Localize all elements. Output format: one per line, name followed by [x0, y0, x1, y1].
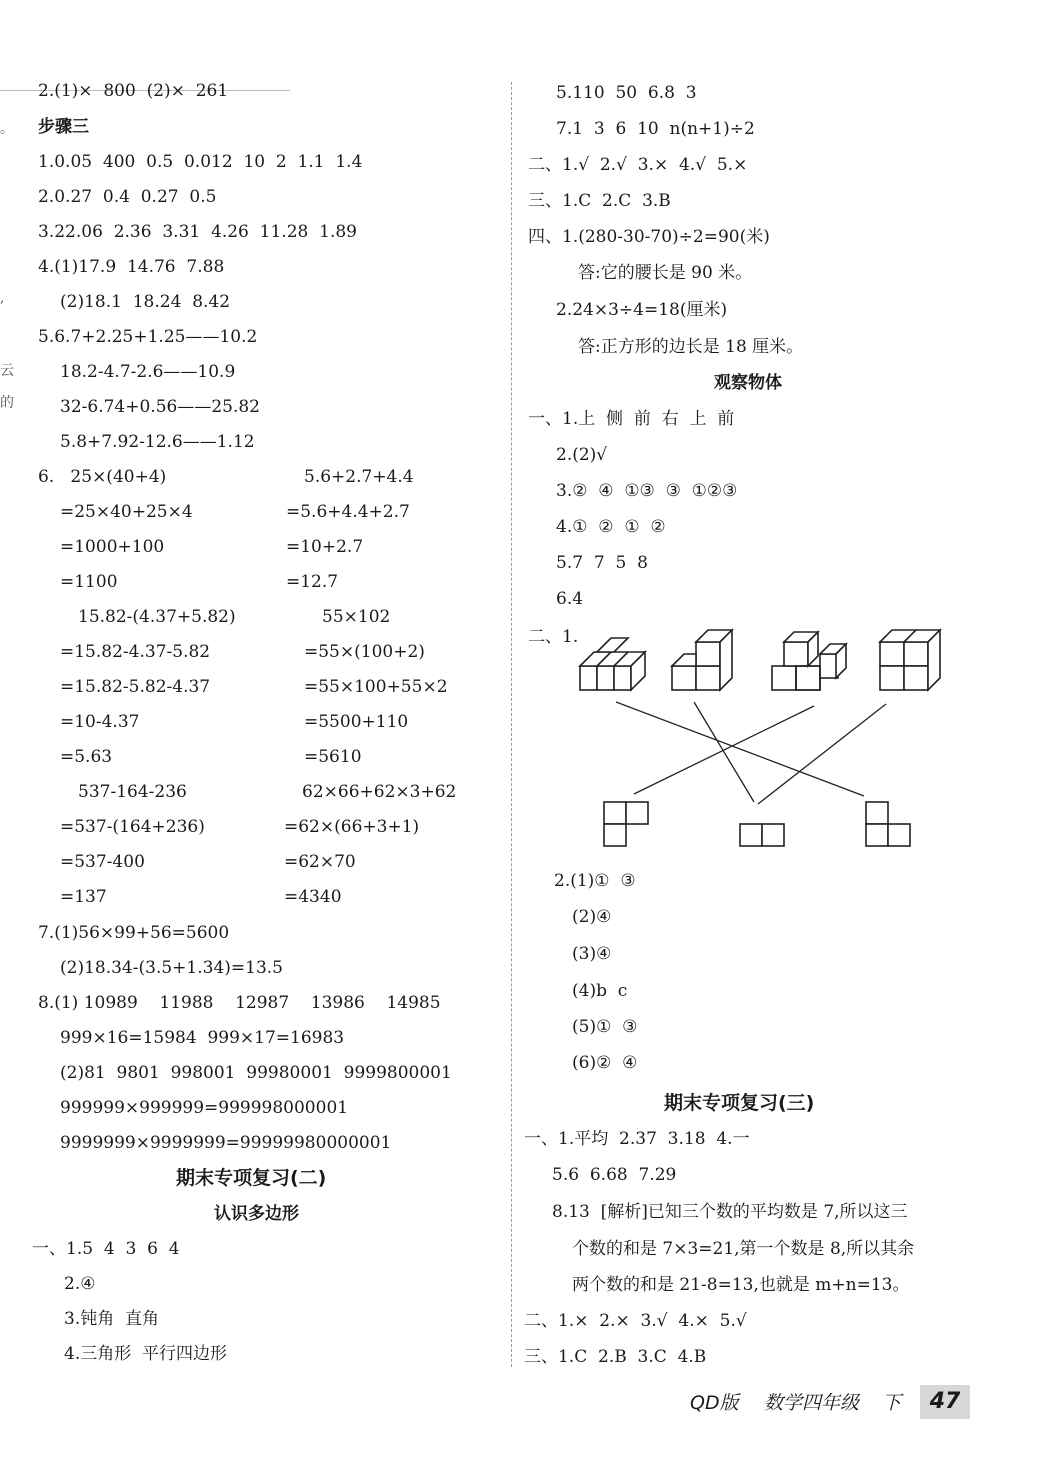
- answer-line: 4.① ② ① ②: [556, 517, 666, 537]
- edge-mark: ,: [0, 290, 5, 306]
- answer-line: =5500+110: [304, 712, 409, 732]
- answer-line: 5.6.7+2.25+1.25——10.2: [38, 327, 258, 347]
- answer-line: =55×(100+2): [304, 642, 425, 662]
- answer-line: 三、1.C 2.C 3.B: [528, 191, 671, 211]
- answer-line: 6.4: [556, 589, 584, 609]
- answer-line: 3.22.06 2.36 3.31 4.26 11.28 1.89: [38, 222, 357, 242]
- answer-line: 62×66+62×3+62: [302, 782, 457, 802]
- answer-line: (5)① ③: [572, 1017, 638, 1037]
- cube-figure-3: [772, 632, 846, 690]
- answer-line: (2)81 9801 998001 99980001 9999800001: [60, 1063, 452, 1083]
- answer-line: 答:正方形的边长是 18 厘米。: [578, 337, 804, 357]
- answer-line: 2.(2)√: [556, 445, 608, 465]
- footer-term: 下: [882, 1392, 902, 1414]
- answer-line: 999999×999999=999998000001: [60, 1098, 349, 1118]
- answer-line: 答:它的腰长是 90 米。: [578, 263, 753, 283]
- answer-line: 2.④: [64, 1274, 96, 1294]
- answer-line: 2.0.27 0.4 0.27 0.5: [38, 187, 217, 207]
- answer-line: =1100: [60, 572, 118, 592]
- answer-line: 55×102: [322, 607, 391, 627]
- answer-line: 999×16=15984 999×17=16983: [60, 1028, 345, 1048]
- answer-line: 二、1.× 2.× 3.√ 4.× 5.√: [524, 1311, 747, 1331]
- section-title: 期末专项复习(三): [664, 1092, 815, 1114]
- answer-line: 7.1 3 6 10 n(n+1)÷2: [556, 119, 755, 139]
- answer-line: 一、1.平均 2.37 3.18 4.一: [524, 1129, 750, 1149]
- answer-line: (6)② ④: [572, 1053, 638, 1073]
- answer-line: 四、1.(280-30-70)÷2=90(米): [528, 227, 770, 247]
- answer-line: 二、1.: [528, 627, 579, 647]
- answer-line: 4.三角形 平行四边形: [64, 1344, 228, 1364]
- answer-line: 18.2-4.7-2.6——10.9: [60, 362, 236, 382]
- answer-line: =15.82-5.82-4.37: [60, 677, 211, 697]
- answer-line: =10-4.37: [60, 712, 140, 732]
- matching-lines: [616, 702, 886, 804]
- answer-line: (3)④: [572, 944, 612, 964]
- view-figure-2: [740, 824, 784, 846]
- answer-line: 1.0.05 400 0.5 0.012 10 2 1.1 1.4: [38, 152, 363, 172]
- section-title: 期末专项复习(二): [176, 1167, 327, 1189]
- answer-line: =62×(66+3+1): [284, 817, 420, 837]
- section-heading: 步骤三: [38, 117, 89, 137]
- answer-line: 4.(1)17.9 14.76 7.88: [38, 257, 225, 277]
- answer-line: =537-400: [60, 852, 145, 872]
- answer-line: =5.63: [60, 747, 113, 767]
- answer-line: 537-164-236: [78, 782, 187, 802]
- answer-line: =12.7: [286, 572, 339, 592]
- answer-line: =137: [60, 887, 107, 907]
- answer-line: (4)b c: [572, 981, 628, 1001]
- answer-line: 8.13 [解析]已知三个数的平均数是 7,所以这三: [552, 1202, 908, 1222]
- answer-line: =4340: [284, 887, 342, 907]
- section-heading: 认识多边形: [214, 1204, 299, 1224]
- page-number: 47: [920, 1385, 970, 1419]
- answer-line: =62×70: [284, 852, 356, 872]
- answer-line: 5.6 6.68 7.29: [552, 1165, 677, 1185]
- answer-line: (2)18.34-(3.5+1.34)=13.5: [60, 958, 283, 978]
- answer-line: =537-(164+236): [60, 817, 205, 837]
- answer-line: 15.82-(4.37+5.82): [78, 607, 236, 627]
- edge-mark: 云: [0, 363, 14, 379]
- view-figure-3: [866, 802, 910, 846]
- section-heading: 观察物体: [714, 373, 782, 393]
- answer-line: 两个数的和是 21-8=13,也就是 m+n=13。: [572, 1275, 910, 1295]
- answer-line: 3.② ④ ①③ ③ ①②③: [556, 481, 738, 501]
- answer-line: 32-6.74+0.56——25.82: [60, 397, 260, 417]
- edge-mark: 的: [0, 395, 14, 411]
- answer-line: 2.(1)× 800 (2)× 261: [38, 81, 229, 101]
- footer-subject: 数学四年级: [764, 1392, 860, 1414]
- answer-line: =25×40+25×4: [60, 502, 193, 522]
- answer-line: 8.(1) 10989 11988 12987 13986 14985: [38, 993, 441, 1013]
- column-divider: [511, 82, 512, 1367]
- answer-line: 2.24×3÷4=18(厘米): [556, 300, 728, 320]
- answer-line: 二、1.√ 2.√ 3.× 4.√ 5.×: [528, 155, 748, 175]
- answer-line: 个数的和是 7×3=21,第一个数是 8,所以其余: [572, 1239, 915, 1259]
- answer-line: (2)18.1 18.24 8.42: [60, 292, 231, 312]
- cube-figure-4: [880, 630, 940, 690]
- answer-line: 5.7 7 5 8: [556, 553, 648, 573]
- answer-line: 7.(1)56×99+56=5600: [38, 923, 230, 943]
- answer-line: =5610: [304, 747, 362, 767]
- answer-line: =10+2.7: [286, 537, 364, 557]
- footer-edition: QD版: [690, 1392, 739, 1414]
- edge-mark: 。: [0, 121, 14, 137]
- answer-line: 2.(1)① ③: [554, 871, 636, 891]
- answer-line: 5.8+7.92-12.6——1.12: [60, 432, 255, 452]
- answer-line: 5.6+2.7+4.4: [304, 467, 414, 487]
- view-figure-1: [604, 802, 648, 846]
- answer-line: 9999999×9999999=99999980000001: [60, 1133, 392, 1153]
- cube-figure-2: [672, 630, 732, 690]
- answer-line: 5.110 50 6.8 3: [556, 83, 697, 103]
- answer-line: 6. 25×(40+4): [38, 467, 167, 487]
- answer-line: 一、1.5 4 3 6 4: [32, 1239, 180, 1259]
- answer-line: =5.6+4.4+2.7: [286, 502, 410, 522]
- answer-line: 3.钝角 直角: [64, 1309, 160, 1329]
- answer-line: =15.82-4.37-5.82: [60, 642, 211, 662]
- answer-line: =55×100+55×2: [304, 677, 448, 697]
- cube-figure-1: [580, 638, 645, 690]
- answer-line: 一、1.上 侧 前 右 上 前: [528, 409, 735, 429]
- answer-line: =1000+100: [60, 537, 165, 557]
- answer-line: 三、1.C 2.B 3.C 4.B: [524, 1347, 707, 1367]
- answer-line: (2)④: [572, 907, 612, 927]
